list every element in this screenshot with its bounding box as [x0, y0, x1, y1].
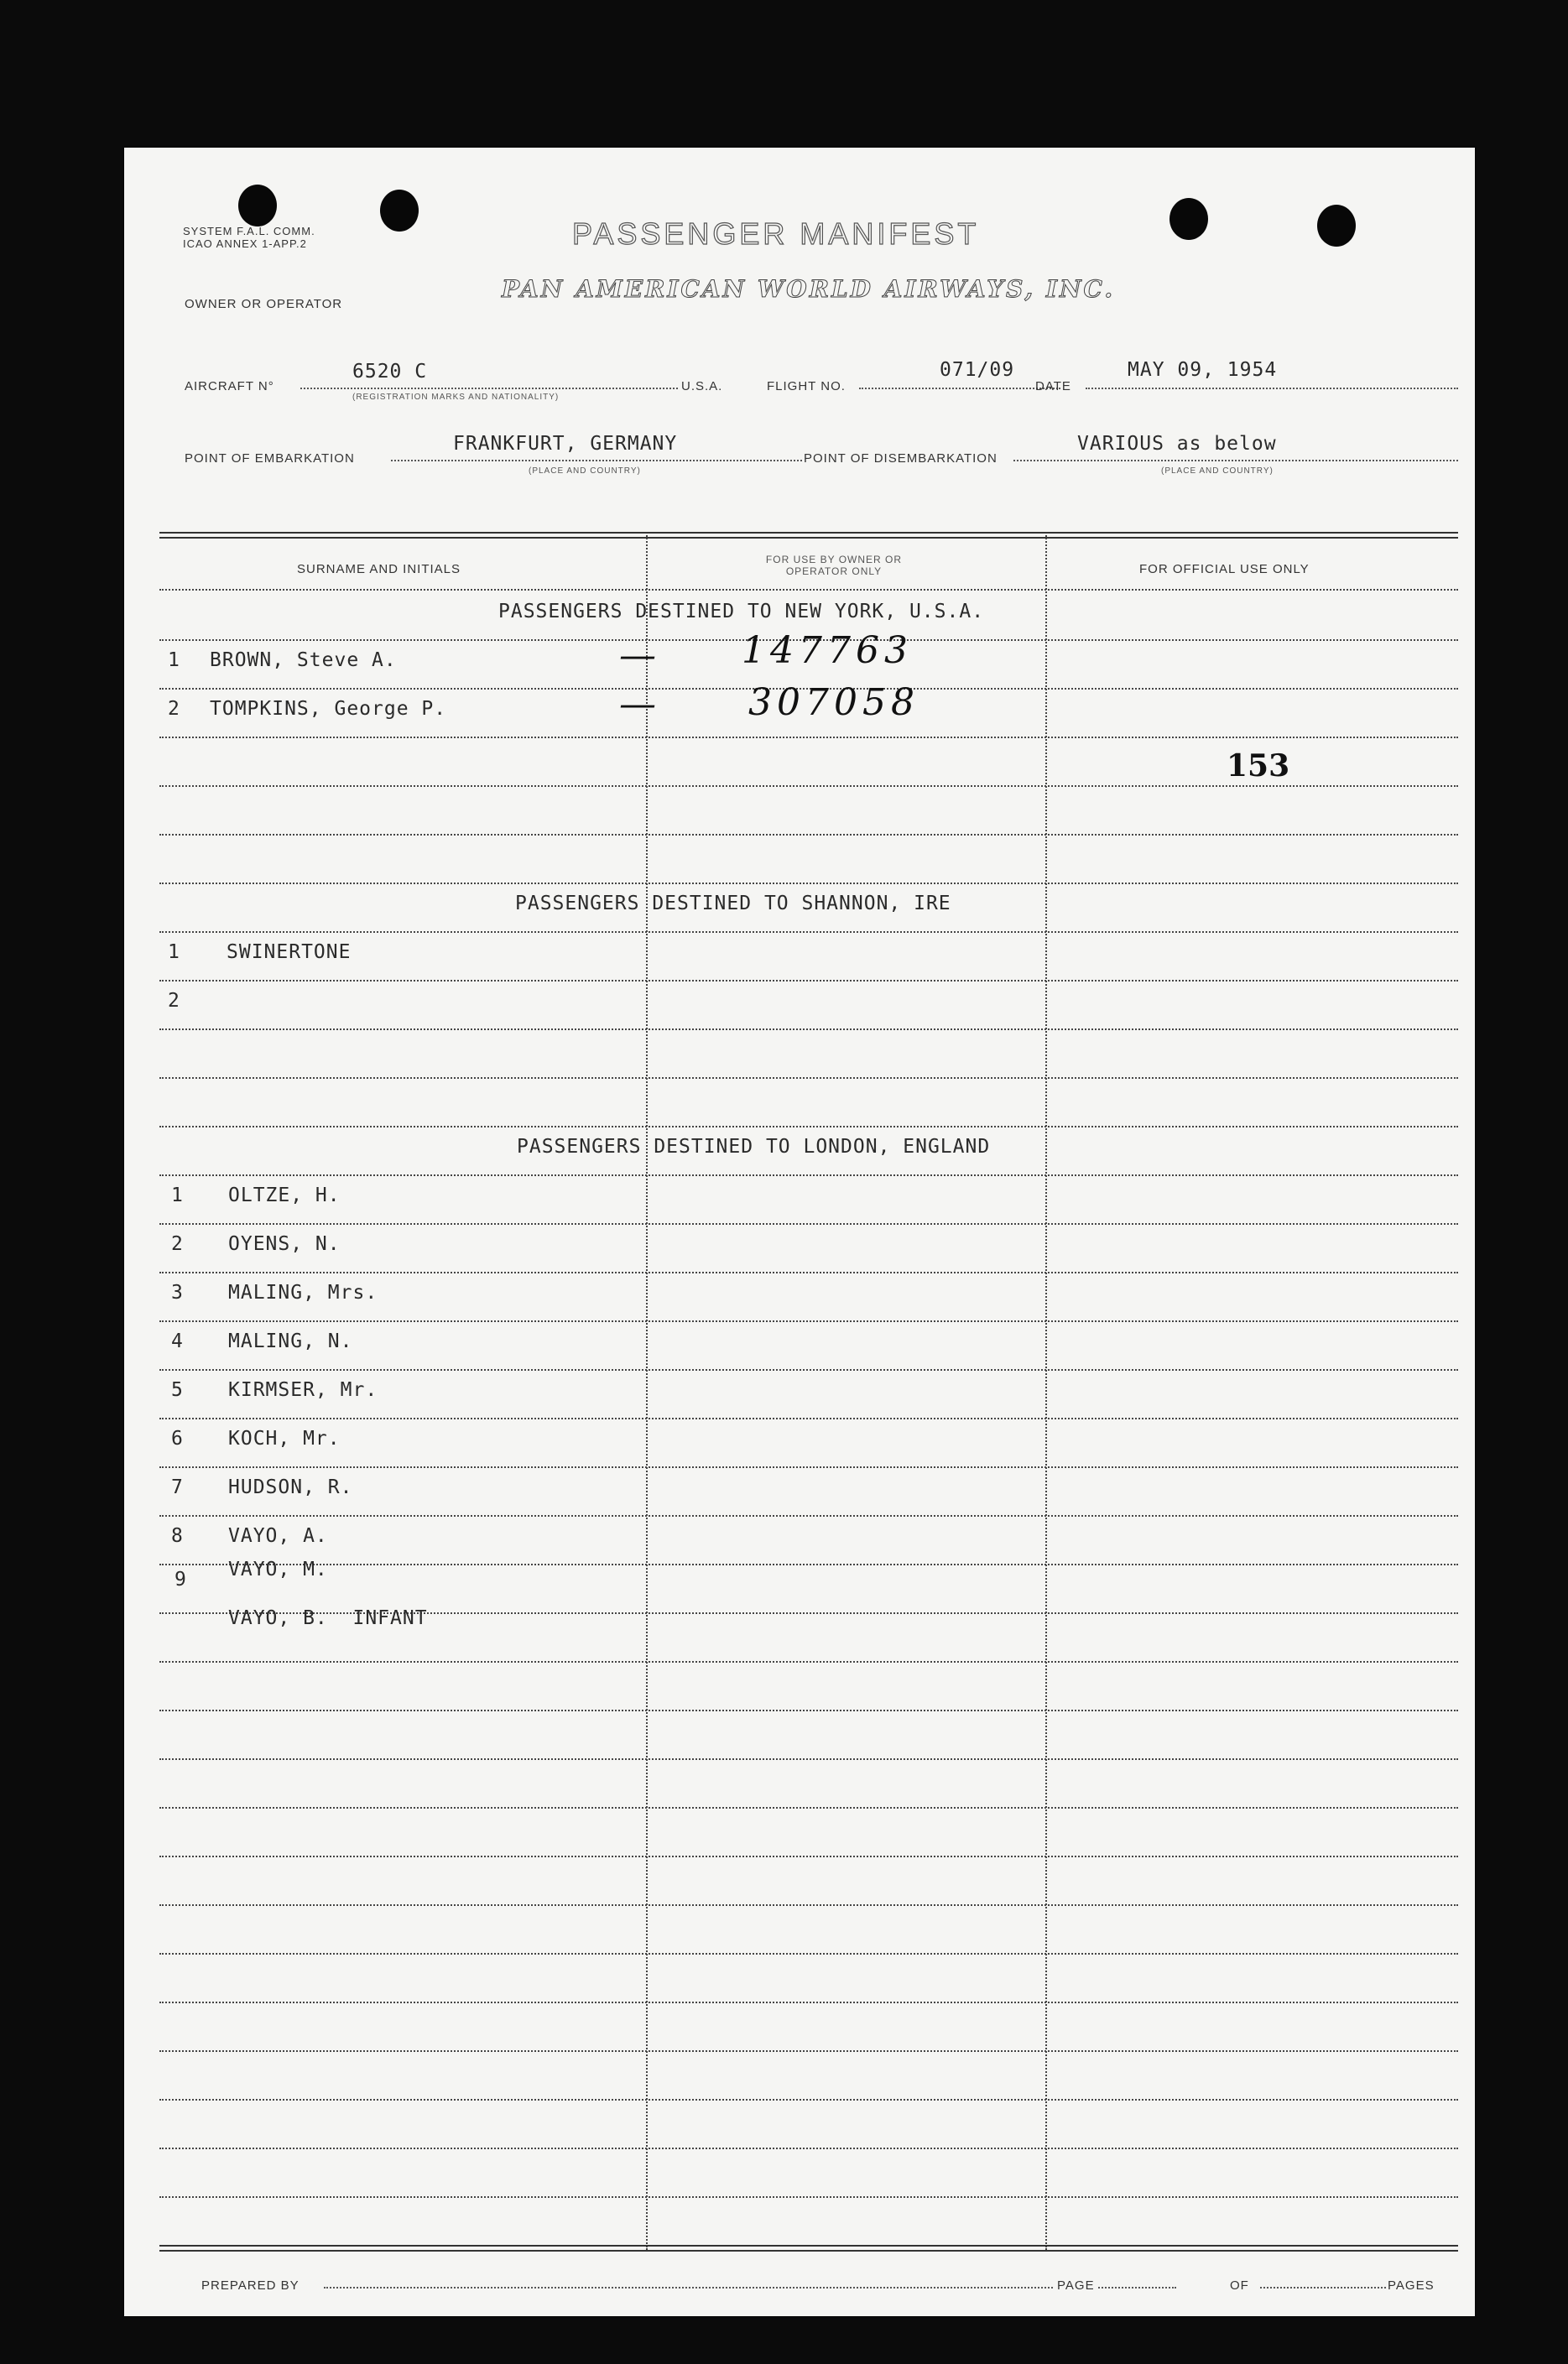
passenger-name: MALING, Mrs. — [228, 1282, 378, 1304]
handwritten-dash: — — [619, 634, 661, 677]
date-label: DATE — [1035, 379, 1071, 393]
system-line: ICAO ANNEX 1-APP.2 — [183, 237, 307, 250]
section-heading: PASSENGERS DESTINED TO NEW YORK, U.S.A. — [498, 601, 985, 622]
passenger-number: 1 — [168, 649, 180, 671]
passenger-name: KIRMSER, Mr. — [228, 1379, 378, 1401]
place-caption: (PLACE AND COUNTRY) — [529, 466, 641, 476]
passenger-number: 5 — [171, 1379, 184, 1401]
column-header-official: FOR OFFICIAL USE ONLY — [1139, 562, 1310, 576]
passenger-name: SWINERTONE — [227, 941, 352, 963]
prepared-by-label: PREPARED BY — [201, 2278, 300, 2293]
flight-label: FLIGHT NO. — [767, 379, 846, 393]
registration-caption: (REGISTRATION MARKS AND NATIONALITY) — [352, 393, 560, 402]
aircraft-label: AIRCRAFT N° — [185, 379, 274, 393]
owner-label: OWNER OR OPERATOR — [185, 297, 343, 311]
form-title: PASSENGER MANIFEST — [572, 216, 980, 251]
page-label: PAGE — [1054, 2278, 1098, 2293]
embark-value: FRANKFURT, GERMANY — [453, 433, 678, 455]
passenger-number: 2 — [168, 990, 180, 1012]
passenger-name: VAYO, A. — [228, 1525, 328, 1547]
section-heading: PASSENGERS DESTINED TO LONDON, ENGLAND — [517, 1136, 991, 1158]
disembark-value: VARIOUS as below — [1077, 433, 1277, 455]
system-line: SYSTEM F.A.L. COMM. — [183, 225, 315, 237]
place-caption: (PLACE AND COUNTRY) — [1161, 466, 1274, 476]
aircraft-value: 6520 C — [352, 361, 428, 383]
column-header-surname: SURNAME AND INITIALS — [297, 562, 461, 576]
passenger-number: 4 — [171, 1330, 184, 1352]
passenger-number: 7 — [171, 1476, 184, 1498]
disembark-label: POINT OF DISEMBARKATION — [804, 451, 998, 466]
passenger-name: HUDSON, R. — [228, 1476, 353, 1498]
system-note — [183, 225, 315, 250]
flight-value: 071/09 — [940, 359, 1015, 381]
usa-label: U.S.A. — [681, 379, 723, 393]
passenger-name: VAYO, B. INFANT — [228, 1607, 428, 1629]
column-header-owner: FOR USE BY OWNER OR OPERATOR ONLY — [765, 554, 903, 577]
passenger-number: 8 — [171, 1525, 184, 1547]
date-value: MAY 09, 1954 — [1128, 359, 1278, 381]
punch-hole — [1169, 198, 1208, 240]
section-heading: PASSENGERS DESTINED TO SHANNON, IRE — [515, 893, 951, 914]
of-label: OF — [1227, 2278, 1253, 2293]
passenger-number: 2 — [168, 698, 180, 720]
passenger-name: OYENS, N. — [228, 1233, 341, 1255]
passenger-number: 6 — [171, 1428, 184, 1450]
company-name: PAN AMERICAN WORLD AIRWAYS, INC. — [502, 275, 1116, 303]
embark-label: POINT OF EMBARKATION — [185, 451, 355, 466]
punch-hole — [380, 190, 419, 232]
punch-hole — [1317, 205, 1356, 247]
passenger-number: 3 — [171, 1282, 184, 1304]
passenger-number: 9 — [175, 1569, 187, 1591]
manifest-sheet — [124, 148, 1475, 2316]
stamp-number: 153 — [1227, 748, 1290, 784]
pages-label: PAGES — [1388, 2278, 1435, 2293]
handwritten-number: 307058 — [748, 681, 919, 724]
passenger-name: OLTZE, H. — [228, 1185, 341, 1206]
punch-hole — [238, 185, 277, 227]
passenger-name: MALING, N. — [228, 1330, 353, 1352]
passenger-name: TOMPKINS, George P. — [210, 698, 447, 720]
handwritten-dash: — — [619, 683, 661, 726]
passenger-number: 1 — [171, 1185, 184, 1206]
passenger-name: VAYO, M. — [228, 1559, 328, 1580]
passenger-number: 1 — [168, 941, 180, 963]
handwritten-number: 147763 — [742, 629, 913, 672]
passenger-name: BROWN, Steve A. — [210, 649, 397, 671]
passenger-number: 2 — [171, 1233, 184, 1255]
passenger-name: KOCH, Mr. — [228, 1428, 341, 1450]
